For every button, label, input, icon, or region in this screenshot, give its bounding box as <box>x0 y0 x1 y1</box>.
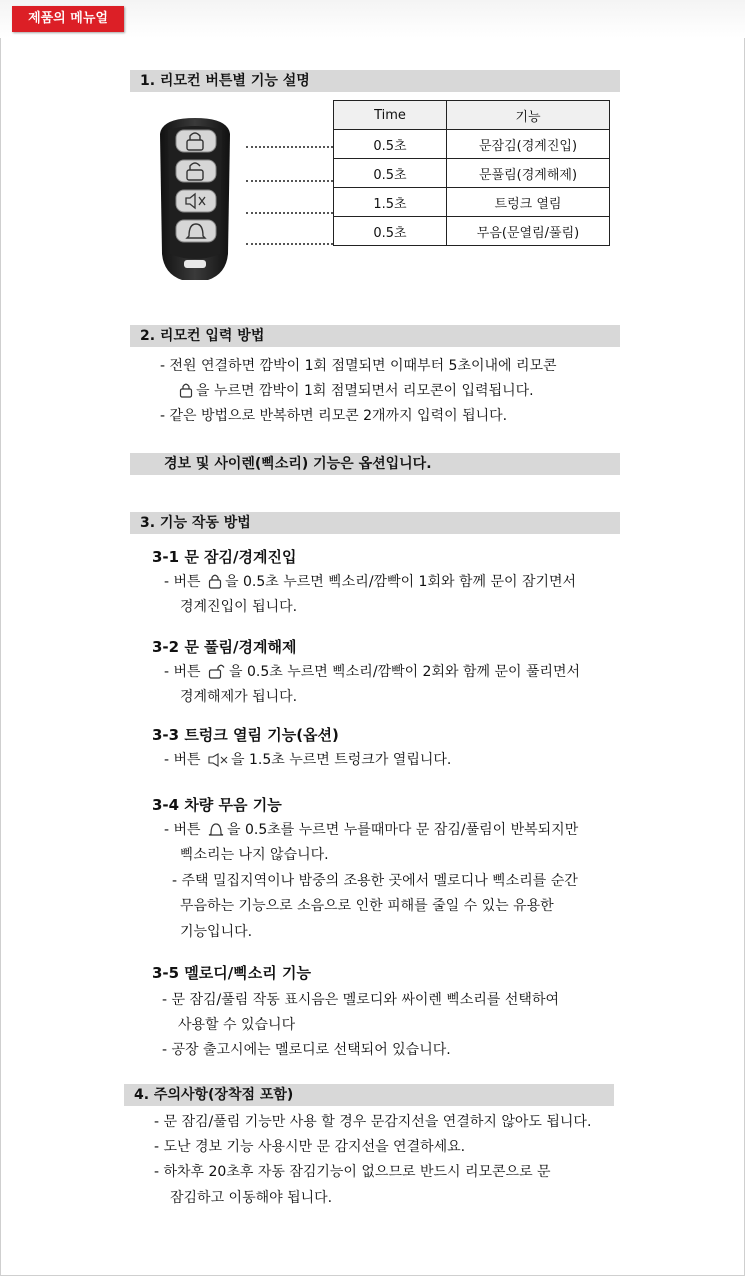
row-function: 무음(문열림/풀림) <box>447 217 610 246</box>
sub33-title: 3-3 트렁크 열림 기능(옵션) <box>152 726 339 744</box>
table-row <box>334 130 610 159</box>
table-row <box>334 188 610 217</box>
sub32-line1: 을 0.5초 누르면 삑소리/깜빡이 2회와 함께 문이 풀리면서 <box>229 664 581 680</box>
lock-icon <box>208 573 222 589</box>
sec4-line4: 잠김하고 이동해야 됩니다. <box>170 1190 333 1206</box>
section3-title: 3. 기능 작동 방법 <box>130 512 620 534</box>
section1-title: 1. 리모컨 버튼별 기능 설명 <box>130 70 620 92</box>
manual-badge: 제품의 메뉴얼 <box>12 6 124 32</box>
sec4-line1: - 문 잠김/풀림 기능만 사용 할 경우 문감지선을 연결하지 않아도 됩니다. <box>154 1114 592 1130</box>
sub31-line2: 경계진입이 됩니다. <box>180 599 298 615</box>
sub33-pre: - 버튼 <box>164 752 201 768</box>
unlock-icon <box>208 663 226 679</box>
sub33-line1-wrap <box>164 750 451 770</box>
sub34-line1: 을 0.5초를 누르면 누를때마다 문 잠김/풀림이 반복되지만 <box>227 822 579 838</box>
row-time: 0.5초 <box>334 217 447 246</box>
sec2-line1: - 전원 연결하면 깜박이 1회 점멸되면 이때부터 5초이내에 리모콘 <box>160 358 557 374</box>
sub31-line1-wrap <box>164 572 576 592</box>
sub34-line2: 삑소리는 나지 않습니다. <box>180 847 329 863</box>
dotted-leader-4 <box>246 243 333 245</box>
bell-icon <box>208 821 224 837</box>
sub31-line1: 을 0.5초 누르면 삑소리/깜빡이 1회와 함께 문이 잠기면서 <box>225 574 577 590</box>
header-function: 기능 <box>447 101 610 130</box>
dotted-leader-2 <box>246 180 333 182</box>
sec4-line3: - 하차후 20초후 자동 잠김기능이 없으므로 반드시 리모콘으로 문 <box>154 1164 551 1180</box>
section4-title: 4. 주의사항(장착점 포함) <box>124 1084 614 1106</box>
sub35-title: 3-5 멜로디/삑소리 기능 <box>152 964 311 982</box>
sub34-line3: - 주택 밀집지역이나 밤중의 조용한 곳에서 멜로디나 삑소리를 순간 <box>172 873 578 889</box>
sub35-line3: - 공장 출고시에는 멜로디로 선택되어 있습니다. <box>162 1042 451 1058</box>
header-time: Time <box>334 101 447 130</box>
sub35-line2: 사용할 수 있습니다 <box>178 1017 296 1033</box>
sub32-pre: - 버튼 <box>164 664 201 680</box>
sub34-title: 3-4 차량 무음 기능 <box>152 796 282 814</box>
table-header-row <box>334 101 610 130</box>
sec2-line2-wrap <box>176 381 534 401</box>
sec2-line2: 을 누르면 깜박이 1회 점멸되면서 리모콘이 입력됩니다. <box>196 383 534 399</box>
sub32-line1-wrap <box>164 662 580 682</box>
sub34-line4: 무음하는 기능으로 소음으로 인한 피해를 줄일 수 있는 유용한 <box>180 898 554 914</box>
trunk-icon <box>208 753 228 767</box>
row-time: 1.5초 <box>334 188 447 217</box>
sub34-line5: 기능입니다. <box>180 924 253 940</box>
sub34-line1-wrap <box>164 820 578 840</box>
lock-icon <box>179 382 193 398</box>
sub31-pre: - 버튼 <box>164 574 201 590</box>
dotted-leader-3 <box>246 212 333 214</box>
row-time: 0.5초 <box>334 159 447 188</box>
sub32-title: 3-2 문 풀림/경계해제 <box>152 638 297 656</box>
sec4-line2: - 도난 경보 기능 사용시만 문 감지선을 연결하세요. <box>154 1139 466 1155</box>
table-row <box>334 159 610 188</box>
sec2-line3: - 같은 방법으로 반복하면 리모콘 2개까지 입력이 됩니다. <box>160 408 508 424</box>
row-function: 문잠김(경계진입) <box>447 130 610 159</box>
sub34-pre: - 버튼 <box>164 822 201 838</box>
sub35-line1: - 문 잠김/풀림 작동 표시음은 멜로디와 싸이렌 삑소리를 선택하여 <box>162 992 559 1008</box>
row-function: 문풀림(경계해제) <box>447 159 610 188</box>
sub33-line1: 을 1.5초 누르면 트렁크가 열립니다. <box>231 752 452 768</box>
remote-key-fob-illustration <box>150 114 240 286</box>
button-function-table <box>333 100 610 246</box>
sub31-title: 3-1 문 잠김/경계진입 <box>152 548 297 566</box>
section2-title: 2. 리모컨 입력 방법 <box>130 325 620 347</box>
row-function: 트렁크 열림 <box>447 188 610 217</box>
row-time: 0.5초 <box>334 130 447 159</box>
dotted-leader-1 <box>246 146 333 148</box>
option-note: 경보 및 사이렌(삑소리) 기능은 옵션입니다. <box>130 453 620 475</box>
table-row <box>334 217 610 246</box>
sub32-line2: 경계해제가 됩니다. <box>180 689 298 705</box>
